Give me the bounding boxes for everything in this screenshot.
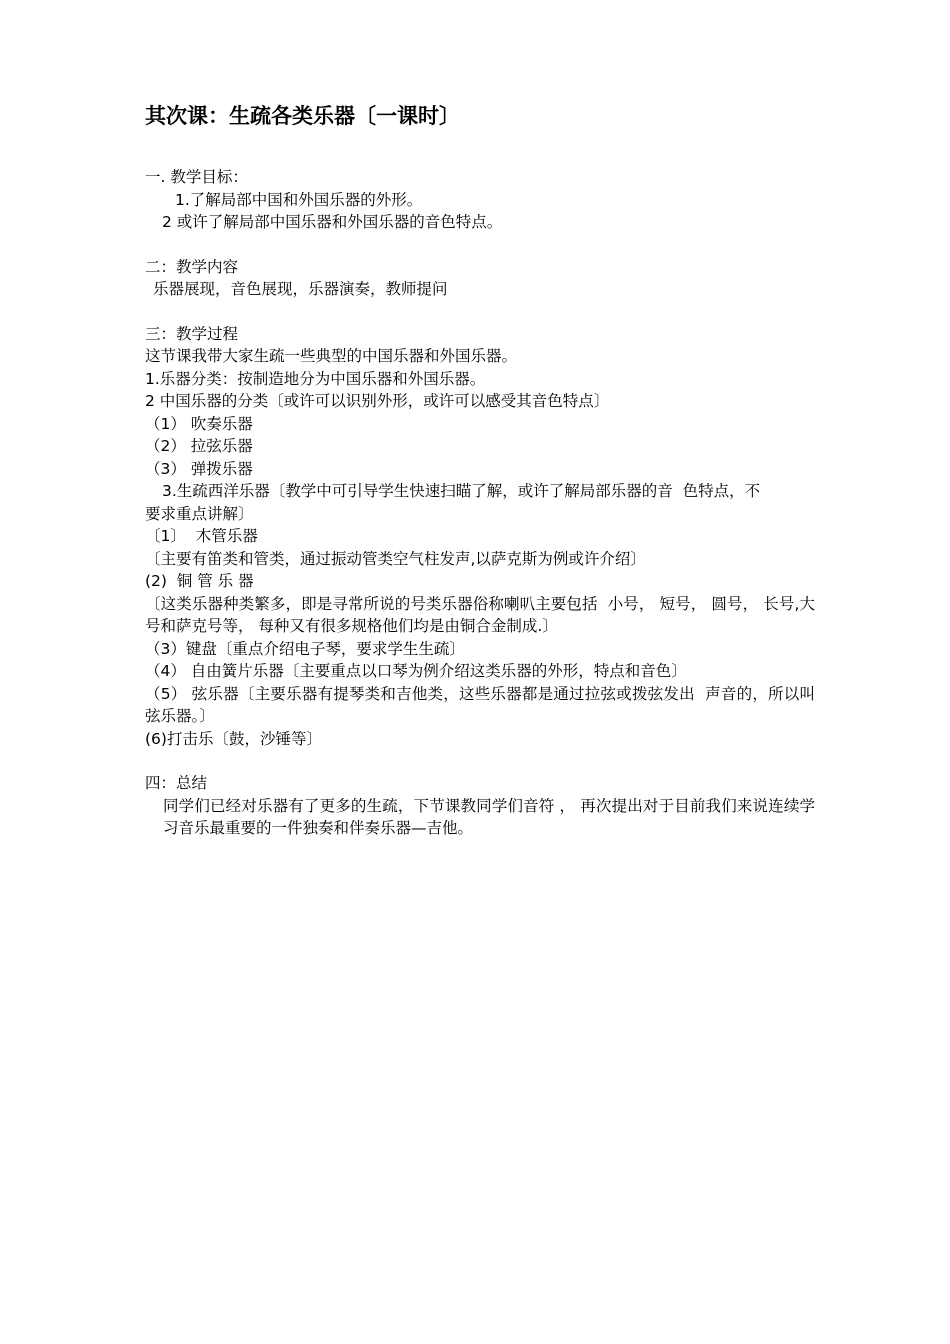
process-line: 3.生疏西洋乐器〔教学中可引导学生快速扫瞄了解，或许了解局部乐器的音 色特点，不 [162, 482, 761, 500]
section-teaching-content [145, 256, 815, 301]
process-line: 2 中国乐器的分类〔或许可以识别外形，或许可以感受其音色特点〕 [145, 392, 610, 410]
process-line: 〔主要有笛类和管类，通过振动管类空气柱发声,以萨克斯为例或许介绍〕 [145, 549, 646, 568]
process-line: （3）键盘〔重点介绍电子琴，要求学生生疏〕 [145, 639, 465, 658]
goal-item: 1.了解局部中国和外国乐器的外形。 [175, 190, 423, 209]
spacer [145, 132, 815, 166]
process-line: 〔1〕 木管乐器 [145, 527, 258, 545]
process-line: 1.乐器分类：按制造地分为中国乐器和外国乐器。 [145, 369, 486, 388]
process-line: 〔这类乐器种类繁多，即是寻常所说的号类乐器俗称喇叭主要包括 小号， 短号， 圆号， 长号,大号和萨克号等， 每种又有很多规格他们均是由铜合金制成.〕 [145, 594, 815, 635]
spacer [145, 234, 815, 256]
section-body: 同学们已经对乐器有了更多的生疏，下节课教同学们音符 ， 再次提出对于目前我们来说连续学习音乐最重要的一件独奏和伴奏乐器—吉他。 [163, 796, 815, 837]
section-heading: 三：教学过程 [145, 324, 239, 343]
section-heading: 一. 教学目标： [145, 168, 248, 186]
spacer [145, 750, 815, 772]
spacer [145, 301, 815, 323]
process-line: （3） 弹拨乐器 [145, 459, 253, 478]
section-heading: 二：教学内容 [145, 257, 239, 276]
section-heading: 四：总结 [145, 774, 208, 792]
process-line: 要求重点讲解〕 [145, 504, 254, 523]
section-teaching-goals [145, 166, 815, 234]
section-body: 乐器展现，音色展现，乐器演奏，教师提问 [153, 280, 448, 298]
process-line: (2) 铜 管 乐 器 [145, 572, 254, 590]
document-title: 其次课：生疏各类乐器〔一课时〕 [145, 104, 460, 128]
goal-item: 2 或许了解局部中国乐器和外国乐器的音色特点。 [162, 213, 503, 231]
process-line: （5） 弦乐器〔主要乐器有提琴类和吉他类，这些乐器都是通过拉弦或拨弦发出 声音的，所以叫弦乐器。〕 [145, 684, 815, 725]
process-line: （1） 吹奏乐器 [145, 414, 253, 433]
document-page [145, 100, 815, 840]
process-line: （2） 拉弦乐器 [145, 437, 253, 455]
process-line: （4） 自由簧片乐器〔主要重点以口琴为例介绍这类乐器的外形，特点和音色〕 [145, 662, 687, 680]
process-line: (6)打击乐〔鼓，沙锤等〕 [145, 729, 322, 748]
section-summary [145, 772, 815, 840]
section-teaching-process [145, 323, 815, 751]
process-line: 这节课我带大家生疏一些典型的中国乐器和外国乐器。 [145, 347, 518, 365]
